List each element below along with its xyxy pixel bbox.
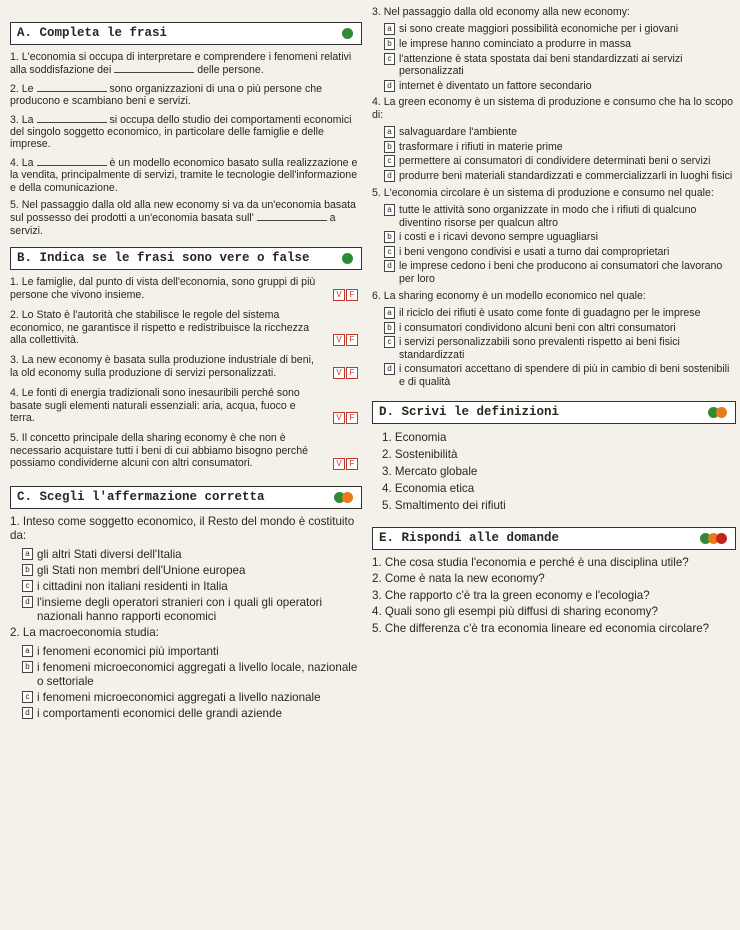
definition-item: 4. Economia etica (382, 481, 475, 495)
option-checkbox[interactable]: c (22, 691, 33, 703)
option-item[interactable] (384, 363, 736, 388)
fill-item-5 (10, 199, 362, 237)
fill-text-pre: 3. La (10, 113, 34, 126)
statement-text: 4. Le fonti di energia tradizionali sono inesauribili perché sono basate sugli elementi naturali essenziali: aria, acqua, fuoco e terra. (10, 387, 300, 424)
option-checkbox[interactable]: b (384, 322, 395, 334)
option-text: il riciclo dei rifiuti è usato come fonte di guadagno per le imprese (399, 306, 701, 319)
fill-blank[interactable] (37, 113, 107, 123)
true-false-boxes (333, 412, 358, 424)
section-d-header (372, 401, 736, 424)
option-checkbox[interactable]: a (384, 204, 395, 216)
true-false-boxes (333, 289, 358, 301)
true-box[interactable]: V (333, 458, 345, 470)
true-box[interactable]: V (333, 367, 345, 379)
option-item[interactable] (384, 307, 736, 320)
definition-item: 1. Economia (382, 430, 447, 444)
difficulty-dot-icon (342, 28, 353, 39)
open-question-item: 3. Che rapporto c'è tra la green economy e l'ecologia? (372, 588, 650, 602)
option-text: salvaguardare l'ambiente (399, 126, 518, 139)
fill-text-post: sono organizzazioni di una o più persone che producono e scambiano beni e servizi. (10, 82, 323, 108)
option-checkbox[interactable]: c (384, 53, 395, 65)
option-item[interactable] (384, 53, 736, 78)
option-item[interactable] (22, 691, 362, 705)
true-false-boxes (333, 367, 358, 379)
statement-text: 5. Il concetto principale della sharing economy è che non è necessario acquistare tutti i beni di cui abbiamo bisogno perché possiamo condividerne alcuni con altri consumatori. (10, 432, 308, 470)
open-question-item: 2. Come è nata la new economy? (372, 572, 545, 586)
option-item[interactable] (384, 260, 736, 285)
option-text: l'insieme degli operatori stranieri con i quali gli operatori nazionali hanno rapporti economici (37, 595, 323, 623)
option-item[interactable] (22, 661, 362, 689)
fill-text-post: si occupa dello studio dei comportamenti economici del singolo soggetto economico, in particolare delle famiglie e delle imprese. (10, 113, 352, 151)
option-item[interactable] (384, 126, 736, 139)
fill-blank[interactable] (257, 211, 327, 221)
option-text: i costi e i ricavi devono sempre uguagliarsi (399, 231, 599, 244)
option-item[interactable] (384, 80, 736, 93)
option-item[interactable] (384, 231, 736, 244)
true-false-item-2 (10, 309, 362, 346)
option-text: le imprese cedono i beni che producono ai consumatori che lavorano per loro (399, 260, 723, 285)
option-checkbox[interactable]: b (22, 564, 33, 576)
difficulty-dot-icon (342, 492, 353, 503)
option-text: i comportamenti economici delle grandi aziende (37, 706, 282, 720)
option-item[interactable] (384, 141, 736, 154)
option-item[interactable] (22, 596, 362, 624)
option-item[interactable] (384, 246, 736, 259)
section-e-header (372, 527, 736, 550)
statement-text: 3. La new economy è basata sulla produzione industriale di beni, la old economy sulla produzione di servizi personalizzati. (10, 354, 314, 379)
option-checkbox[interactable]: a (22, 645, 33, 657)
option-text: i fenomeni economici più importanti (37, 644, 219, 658)
open-question-list (372, 556, 736, 637)
definition-item: 5. Smaltimento dei rifiuti (382, 498, 506, 512)
open-question-item: 4. Quali sono gli esempi più diffusi di sharing economy? (372, 605, 658, 619)
fill-item-2 (10, 82, 362, 108)
option-checkbox[interactable]: b (384, 231, 395, 243)
difficulty-dot-icon (716, 533, 727, 544)
option-item[interactable] (384, 204, 736, 229)
option-text: gli altri Stati diversi dell'Italia (37, 547, 182, 561)
fill-blank[interactable] (37, 156, 107, 166)
true-false-item-3 (10, 354, 362, 379)
true-false-item-5 (10, 432, 362, 469)
definition-list (382, 430, 736, 513)
choice-question-3: 3. Nel passaggio dalla old economy alla new economy: (372, 6, 630, 18)
option-text: i consumatori accettano di spendere di più in cambio di beni sostenibili e di qualità (399, 363, 730, 388)
fill-text-post: a servizi. (10, 212, 336, 237)
option-checkbox[interactable]: a (384, 126, 395, 138)
fill-text-pre: 1. L'economia si occupa di interpretare e comprendere i fenomeni relativi alla soddisfazione dei (10, 51, 352, 77)
option-text: internet è diventato un fattore secondario (399, 79, 592, 92)
option-text: tutte le attività sono organizzate in modo che i rifiuti di qualcuno diventino risorse per qualcun altro (399, 203, 697, 229)
option-item[interactable] (384, 170, 736, 183)
difficulty-dot-icon (716, 407, 727, 418)
option-checkbox[interactable]: b (22, 661, 33, 673)
left-column (10, 18, 362, 723)
option-text: produrre beni materiali standardizzati e commercializzarli in luoghi fisici (399, 169, 733, 182)
option-checkbox[interactable]: d (22, 707, 33, 719)
section-b-header (10, 247, 362, 270)
false-box[interactable]: F (346, 367, 358, 379)
fill-blank[interactable] (37, 82, 107, 92)
difficulty-dots (345, 253, 353, 264)
true-false-boxes (333, 334, 358, 346)
true-false-item-4 (10, 387, 362, 424)
open-question-item: 1. Che cosa studia l'economia e perché è una disciplina utile? (372, 555, 689, 569)
section-d-title: D. Scrivi le definizioni (379, 404, 560, 419)
fill-text-post: delle persone. (197, 64, 264, 77)
fill-item-4 (10, 156, 362, 194)
choice-question-1: 1. Inteso come soggetto economico, il Resto del mondo è costituito da: (10, 514, 355, 542)
false-box[interactable]: F (346, 458, 358, 470)
option-text: i cittadini non italiani residenti in Italia (37, 579, 228, 593)
option-text: permettere ai consumatori di condividere determinati beni o servizi (399, 155, 711, 168)
option-checkbox[interactable]: d (22, 596, 33, 608)
option-text: le imprese hanno cominciato a produrre in massa (399, 38, 632, 50)
option-text: l'attenzione è stata spostata dai beni standardizzati ai servizi personalizzati (399, 52, 683, 78)
option-text: i consumatori condividono alcuni beni con altri consumatori (399, 321, 676, 334)
right-column (372, 6, 736, 638)
choice-question-2: 2. La macroeconomia studia: (10, 625, 159, 639)
option-checkbox[interactable]: a (22, 548, 33, 560)
section-e-title: E. Rispondi alle domande (379, 530, 560, 545)
false-box[interactable]: F (346, 289, 358, 301)
option-checkbox[interactable]: d (384, 80, 395, 92)
option-checkbox[interactable]: c (384, 155, 395, 167)
option-item[interactable] (384, 155, 736, 168)
option-checkbox[interactable]: d (384, 363, 395, 375)
option-checkbox[interactable]: d (384, 260, 395, 272)
option-text: i beni vengono condivisi e usati a turno dai comproprietari (399, 245, 670, 258)
option-checkbox[interactable]: c (384, 336, 395, 348)
section-a-title: A. Completa le frasi (17, 26, 168, 40)
option-item[interactable] (22, 548, 362, 562)
section-c-title: C. Scegli l'affermazione corretta (17, 489, 265, 504)
true-false-item-1 (10, 276, 362, 301)
fill-text-pre: 5. Nel passaggio dalla old alla new economy si va da un'economia basata sul possesso dei prodotti a un'economia basata sull' (10, 199, 356, 225)
option-text: i servizi personalizzabili sono prevalenti rispetto ai beni fisici standardizzati (399, 336, 680, 361)
difficulty-dots (711, 407, 727, 418)
option-item[interactable] (384, 23, 736, 36)
option-item[interactable] (22, 580, 362, 594)
difficulty-dots (337, 492, 353, 503)
definition-item: 2. Sostenibilità (382, 447, 458, 461)
fill-item-1 (10, 51, 362, 77)
false-box[interactable]: F (346, 334, 358, 346)
fill-blank[interactable] (114, 63, 194, 73)
option-text: gli Stati non membri dell'Unione europea (37, 563, 246, 577)
section-b-title: B. Indica se le frasi sono vere o false (17, 251, 310, 266)
option-item[interactable] (22, 564, 362, 578)
option-checkbox[interactable]: d (384, 170, 395, 182)
option-item[interactable] (22, 645, 362, 659)
choice-question-6: 6. La sharing economy è un modello economico nel quale: (372, 289, 646, 302)
false-box[interactable]: F (346, 412, 358, 424)
true-box[interactable]: V (333, 412, 345, 424)
option-checkbox[interactable]: a (384, 23, 395, 35)
option-text: si sono create maggiori possibilità economiche per i giovani (399, 23, 679, 36)
true-box[interactable]: V (333, 334, 345, 346)
difficulty-dot-icon (342, 253, 353, 264)
option-checkbox[interactable]: c (22, 580, 33, 592)
statement-text: 1. Le famiglie, dal punto di vista dell'economia, sono gruppi di più persone che vivono insieme. (10, 276, 316, 301)
statement-text: 2. Lo Stato è l'autorità che stabilisce le regole del sistema economico, ne garantisce il rispetto e redistribuisce la ricchezza alla collettività. (10, 309, 310, 346)
section-c-header (10, 486, 362, 509)
open-question-item: 5. Che differenza c'è tra economia lineare ed economia circolare? (372, 621, 710, 635)
option-item[interactable] (384, 336, 736, 361)
option-text: i fenomeni microeconomici aggregati a livello locale, nazionale o settoriale (37, 660, 358, 688)
option-item[interactable] (384, 322, 736, 335)
fill-item-3 (10, 113, 362, 151)
option-text: trasformare i rifiuti in materie prime (399, 140, 563, 153)
option-checkbox[interactable]: b (384, 38, 395, 50)
choice-question-4: 4. La green economy è un sistema di produzione e consumo che ha lo scopo di: (372, 96, 733, 121)
fill-text-post: è un modello economico basato sulla realizzazione e la vendita, principalmente di servizi, tramite le tecnologie dell'informazione e della comunicazione. (10, 156, 358, 194)
section-a-header (10, 22, 362, 45)
option-item[interactable] (22, 707, 362, 721)
difficulty-dots (703, 533, 727, 544)
true-false-boxes (333, 458, 358, 470)
option-item[interactable] (384, 38, 736, 51)
true-box[interactable]: V (333, 289, 345, 301)
choice-question-5: 5. L'economia circolare è un sistema di produzione e consumo nel quale: (372, 186, 714, 199)
option-checkbox[interactable]: c (384, 246, 395, 258)
fill-text-pre: 4. La (10, 156, 34, 169)
option-text: i fenomeni microeconomici aggregati a livello nazionale (37, 690, 321, 704)
definition-item: 3. Mercato globale (382, 464, 478, 478)
option-checkbox[interactable]: b (384, 141, 395, 153)
option-checkbox[interactable]: a (384, 307, 395, 319)
fill-text-pre: 2. Le (10, 82, 34, 95)
difficulty-dots (345, 28, 353, 39)
